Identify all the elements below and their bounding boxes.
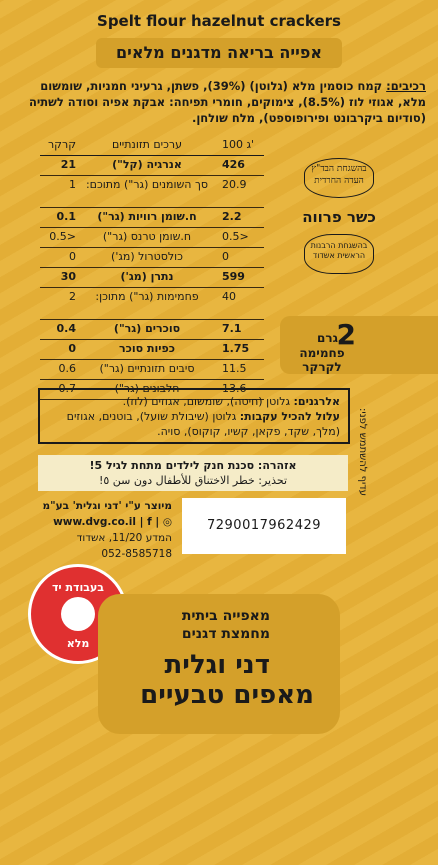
allergen-box [38, 388, 350, 444]
carb-per-cracker-badge [280, 316, 438, 374]
brand-panel [98, 594, 340, 734]
maker-address: המדע 11/20, אשדוד [76, 532, 172, 544]
barcode-number: 7290017962429 [206, 518, 322, 533]
ingredients [14, 78, 426, 126]
kosher-seal-rabbinate: בהשגחת הרבנות הראשית אשדוד [304, 234, 374, 274]
cell-cracker: 0 [68, 342, 76, 355]
cell-per100: 40 [222, 290, 236, 303]
table-row [40, 320, 264, 340]
manufacturer-info [36, 498, 172, 562]
maker-name: מיוצר ע"י 'דני וגלית' בע"מ [42, 500, 172, 512]
table-row [40, 228, 264, 248]
may-contain-text: גלוטן (שיבולת שועל), בוטנים, אגוזים (מלך, שקד, פקאן, קשיו, קוקוס), סויה. [66, 410, 340, 438]
table-row [40, 208, 264, 228]
table-row [40, 176, 264, 208]
maker-phone: 052-8585718 [101, 548, 172, 560]
table-row [40, 156, 264, 176]
cell-cracker: 0.5> [49, 230, 76, 243]
warning-he: אזהרה: סכנת חנק לילדים מתחת לגיל 5! [89, 459, 297, 472]
chef-hat-icon [61, 597, 95, 631]
cell-per100: 11.5 [222, 362, 247, 375]
title-he: אפייה בריאה מדגנים מלאים [96, 38, 342, 68]
kosher-block [300, 158, 378, 274]
cell-name: סוכרים (גר") [113, 322, 181, 335]
header-name: ערכים תזונתיים [111, 138, 183, 151]
cell-cracker: 2 [69, 290, 76, 303]
choking-warning [38, 455, 348, 491]
cell-cracker: 0.1 [56, 210, 76, 223]
cell-name: חלבונים (גר") [114, 382, 180, 395]
ingredients-text: קמח כוסמין מלא (גלוטן) (39%), פשתן, גרעיני חמניות, שומשום מלא, אגוזי לוז (8.5%), צימוקים, חומרי תפיחה: אבקת אפיה וסודה לשתיה (סודיום ביקרבונט ופירופוספט), מלח שולחן. [28, 79, 426, 125]
cell-name: ח.שומן טרנס (גר") [102, 230, 192, 243]
may-contain-label: עלול להכיל עקבות: [239, 410, 340, 423]
best-before-note: עדיף להשתמש לפני: [357, 408, 368, 496]
cell-name: נתרן (מג') [120, 270, 174, 283]
ingredients-label: רכיבים: [386, 79, 426, 93]
brand-tagline-1: מאפייה ביתית [181, 608, 270, 624]
table-row [40, 288, 264, 320]
kosher-seal-badatz: בהשגחת הבד"ץ העדה החרדית [304, 158, 374, 198]
brand-tagline-2: מחמצת דגנים [181, 626, 270, 642]
table-row [40, 360, 264, 380]
nutrition-table [40, 136, 264, 400]
cell-name: כפיות סוכר [119, 342, 175, 355]
barcode [182, 498, 346, 554]
cell-per100: 2.2 [222, 210, 242, 223]
allergen-text: גלוטן (חיטה), שומשום, אגוזים (לוז). [122, 395, 291, 408]
cell-per100: 7.1 [222, 322, 242, 335]
table-row [40, 268, 264, 288]
table-row [40, 248, 264, 268]
cell-cracker: 1 [69, 178, 76, 191]
brand-subname: מאפים טבעיים [140, 680, 314, 710]
brand-name: דני וגלית [164, 650, 270, 680]
cell-cracker: 0.6 [58, 362, 76, 375]
maker-website: www.dvg.co.il | f | ◎ [53, 516, 172, 528]
header-per100: 100 ג' [222, 138, 255, 151]
cell-cracker: 30 [60, 270, 76, 283]
kosher-parve: כשר פרווה [302, 208, 376, 226]
carb-label: פחמימה לקרקר [299, 346, 345, 374]
warning-ar: تحذير: خطر الاختناق للأطفال دون سن ٥! [98, 474, 288, 487]
cell-name: ח.שומן רוויות (גר") [97, 210, 197, 223]
cell-per100: 0 [222, 250, 229, 263]
allergen-label: אלרגנים: [293, 395, 340, 408]
cell-cracker: 0 [69, 250, 76, 263]
cell-cracker: 0.4 [56, 322, 76, 335]
cell-per100: 426 [222, 158, 245, 171]
cell-per100: 20.9 [222, 178, 247, 191]
cell-per100: 1.75 [222, 342, 250, 355]
cell-name: כולסטרול (מג') [111, 250, 183, 263]
header-cracker: קרקר [47, 138, 76, 151]
cell-per100: 13.6 [222, 382, 247, 395]
cell-name: פחמימות (גר") מתוכן: [95, 290, 199, 303]
cell-name: סיבים תזונתיים (גר") [99, 362, 195, 375]
cell-per100: 0.5> [222, 230, 249, 243]
carb-unit: גרם [317, 331, 338, 345]
cell-name: סך השומנים (גר") מתוכם: [85, 178, 209, 191]
cell-per100: 599 [222, 270, 245, 283]
cell-name: אנרגיה (קל") [112, 158, 182, 171]
title-en: Spelt flour hazelnut crackers [97, 12, 341, 30]
cell-cracker: 21 [60, 158, 76, 171]
carb-number: 2 [336, 318, 356, 351]
badge-top-text: בעבודת יד [51, 581, 105, 594]
badge-bottom-text: מלא [66, 637, 90, 650]
nutrition-header [40, 136, 264, 156]
cell-cracker: 0.7 [58, 382, 76, 395]
table-row [40, 340, 264, 360]
